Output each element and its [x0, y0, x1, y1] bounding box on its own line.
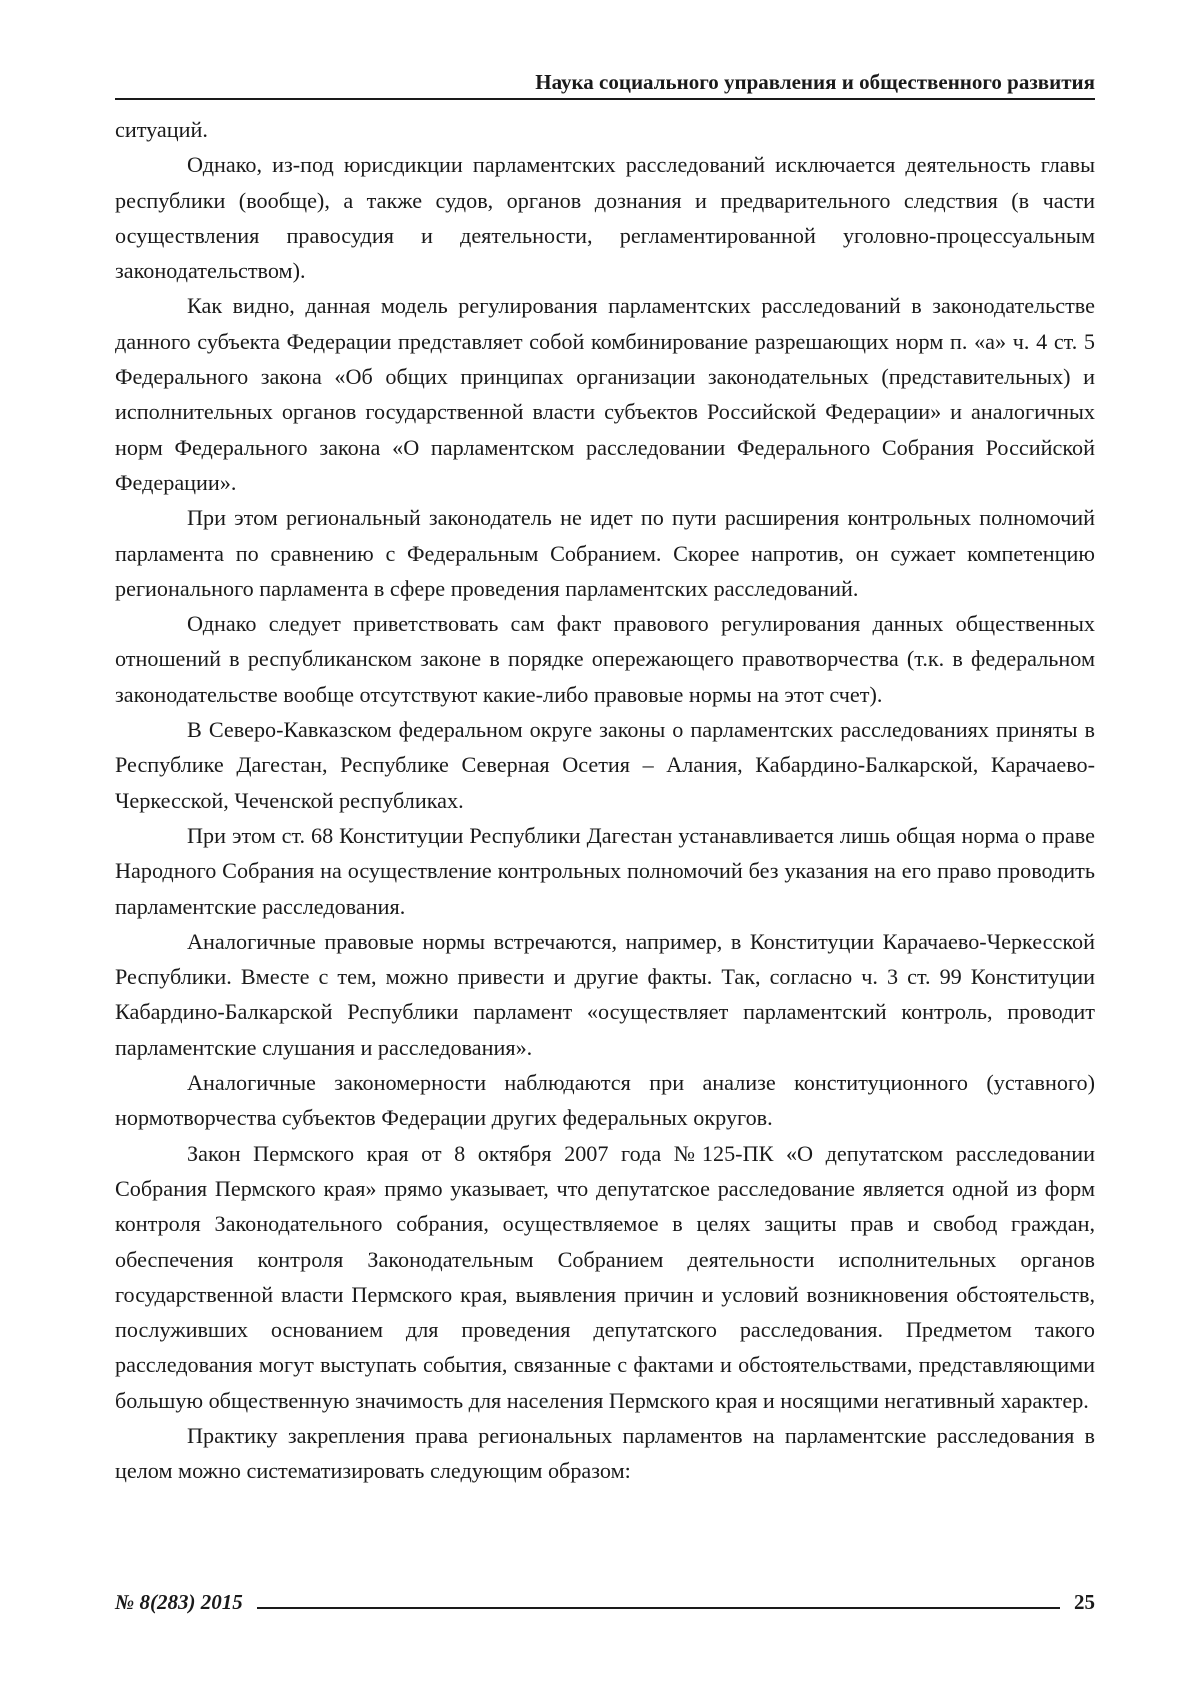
paragraph: В Северо-Кавказском федеральном округе законы о парламентских расследованиях приняты в Республике Дагестан, Республике Северная Осетия – Алания, Кабардино-Балкарской, Карачаево-Черкесской, Чеченской республиках. — [115, 712, 1095, 818]
paragraph: При этом региональный законодатель не идет по пути расширения контрольных полномочий парламента по сравнению с Федеральным Собранием. Скорее напротив, он сужает компетенцию регионального парламента в сфере проведения парламентских расследований. — [115, 500, 1095, 606]
running-header — [115, 66, 1095, 100]
paragraph: Практику закрепления права региональных парламентов на парламентские расследования в целом можно систематизировать следующим образом: — [115, 1418, 1095, 1489]
paragraph: Однако следует приветствовать сам факт правового регулирования данных общественных отношений в республиканском законе в порядке опережающего правотворчества (т.к. в федеральном законодательстве вообще отсутствуют какие-либо правовые нормы на этот счет). — [115, 606, 1095, 712]
footer-rule — [257, 1607, 1060, 1609]
paragraph: Как видно, данная модель регулирования парламентских расследований в законодательстве данного субъекта Федерации представляет собой комбинирование разрешающих норм п. «а» ч. 4 ст. 5 Федерального закона «Об общих принципах организации законодательных (представительных) и исполнительных органов государственной власти субъектов Российской Федерации» и аналогичных норм Федерального закона «О парламентском расследовании Федерального Собрания Российской Федерации». — [115, 288, 1095, 500]
paragraph: Аналогичные закономерности наблюдаются при анализе конституционного (уставного) нормотворчества субъектов Федерации других федеральных округов. — [115, 1065, 1095, 1136]
paragraph: Закон Пермского края от 8 октября 2007 года №125-ПК «О депутатском расследовании Собрания Пермского края» прямо указывает, что депутатское расследование является одной из форм контроля Законодательного собрания, осуществляемое в целях защиты прав и свобод граждан, обеспечения контроля Законодательным Собранием деятельности исполнительных органов государственной власти Пермского края, выявления причин и условий возникновения обстоятельств, послуживших основанием для проведения депутатского расследования. Предметом такого расследования могут выступать события, связанные с фактами и обстоятельствами, представляющими большую общественную значимость для населения Пермского края и носящими негативный характер. — [115, 1136, 1095, 1418]
journal-title: Наука социального управления и общественного развития — [535, 70, 1095, 94]
paragraph: Аналогичные правовые нормы встречаются, например, в Конституции Карачаево-Черкесской Республики. Вместе с тем, можно привести и другие факты. Так, согласно ч. 3 ст. 99 Конституции Кабардино-Балкарской Республики парламент «осуществляет парламентский контроль, проводит парламентские слушания и расследования». — [115, 924, 1095, 1065]
paragraph: При этом ст. 68 Конституции Республики Дагестан устанавливается лишь общая норма о праве Народного Собрания на осуществление контрольных полномочий без указания на его право проводить парламентские расследования. — [115, 818, 1095, 924]
article-body — [115, 112, 1095, 1489]
paragraph: ситуаций. — [115, 112, 1095, 147]
page-number: 25 — [1074, 1590, 1095, 1615]
running-footer — [115, 1586, 1095, 1618]
issue-number: № 8(283) 2015 — [115, 1590, 243, 1615]
paragraph: Однако, из-под юрисдикции парламентских расследований исключается деятельность главы республики (вообще), а также судов, органов дознания и предварительного следствия (в части осуществления правосудия и деятельности, регламентированной уголовно-процессуальным законодательством). — [115, 147, 1095, 288]
